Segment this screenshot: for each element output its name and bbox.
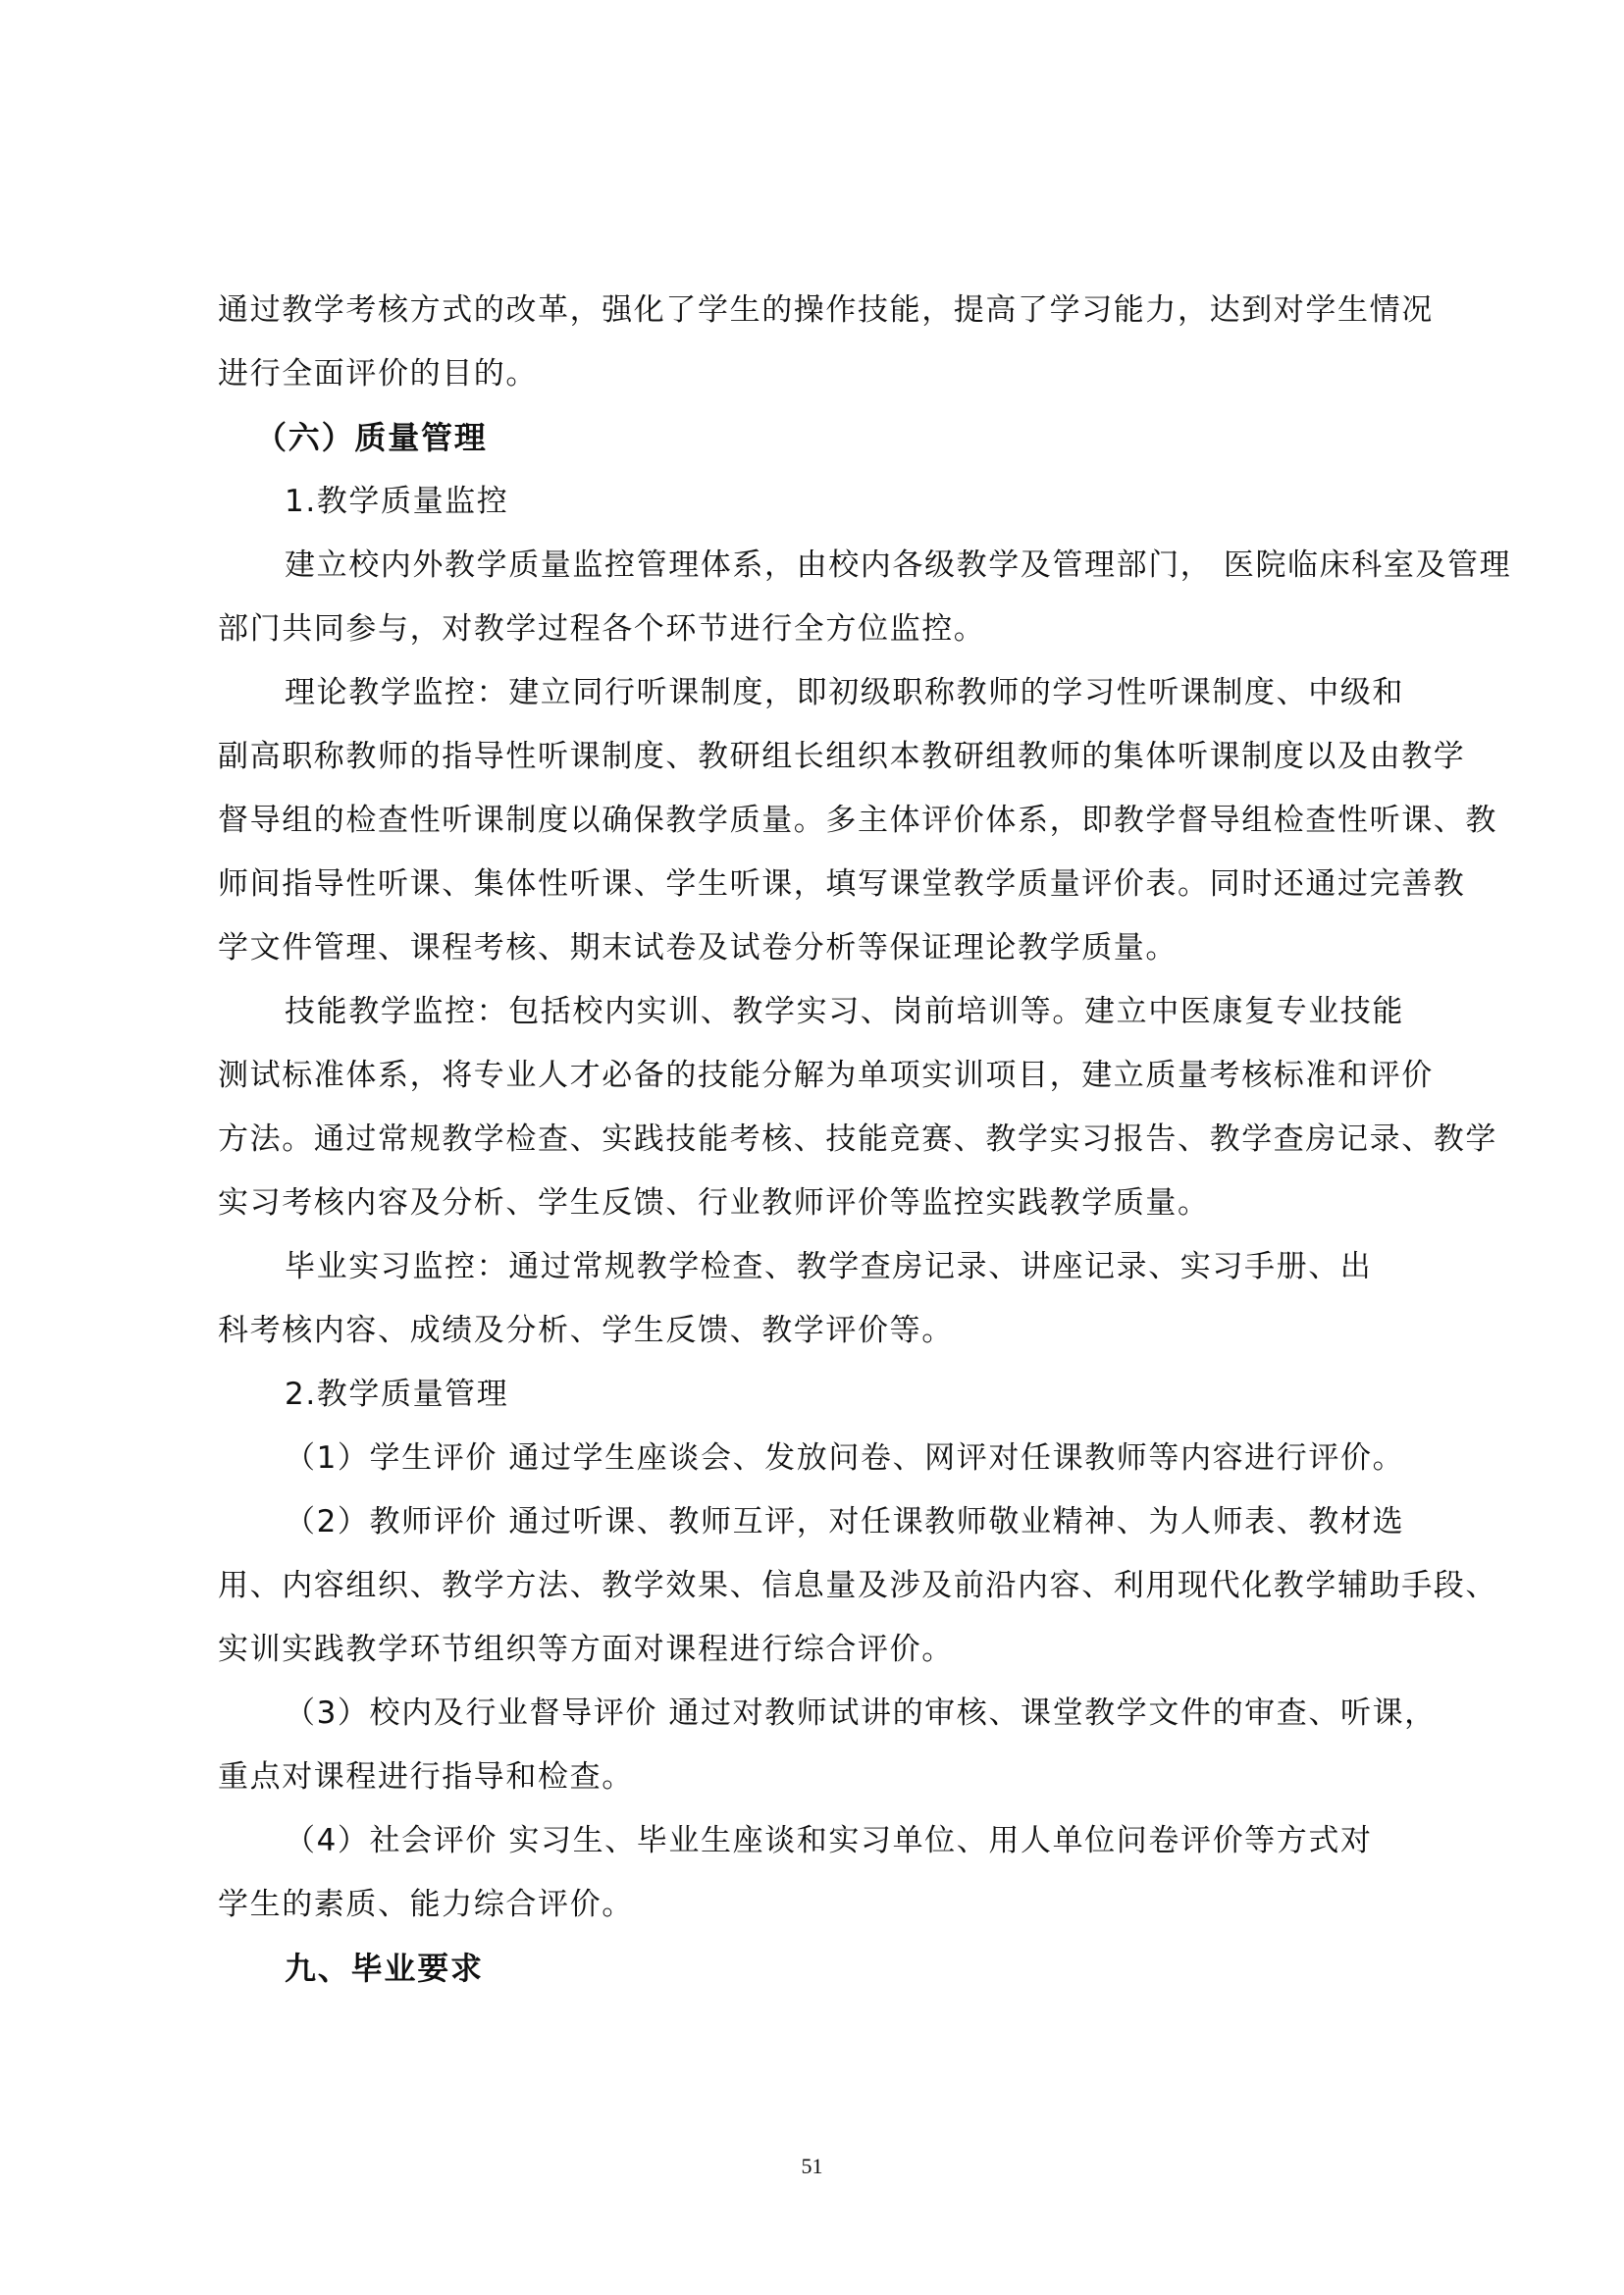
- paragraph-line: 副高职称教师的指导性听课制度、教研组长组织本教研组教师的集体听课制度以及由教学: [218, 739, 1466, 774]
- paragraph-line: 部门共同参与，对教学过程各个环节进行全方位监控。: [218, 611, 986, 647]
- paragraph-line: 重点对课程进行指导和检查。: [218, 1759, 634, 1795]
- paragraph-line: 理论教学监控：建立同行听课制度，即初级职称教师的学习性听课制度、中级和: [285, 675, 1404, 710]
- paragraph-line: 师间指导性听课、集体性听课、学生听课，填写课堂教学质量评价表。同时还通过完善教: [218, 866, 1466, 902]
- subsection-heading: 1.教学质量监控: [285, 484, 509, 519]
- paragraph-line: 实习考核内容及分析、学生反馈、行业教师评价等监控实践教学质量。: [218, 1185, 1210, 1221]
- page-number: 51: [801, 2154, 823, 2178]
- paragraph-line: 用、内容组织、教学方法、教学效果、信息量及涉及前沿内容、利用现代化教学辅助手段、: [218, 1568, 1497, 1603]
- paragraph-line: （4）社会评价 实习生、毕业生座谈和实习单位、用人单位问卷评价等方式对: [285, 1823, 1373, 1858]
- paragraph-line: 科考核内容、成绩及分析、学生反馈、教学评价等。: [218, 1313, 954, 1348]
- paragraph-line: （3）校内及行业督导评价 通过对教师试讲的审核、课堂教学文件的审查、听课，: [285, 1695, 1437, 1731]
- paragraph-line: （2）教师评价 通过听课、教师互评，对任课教师敬业精神、为人师表、教材选: [285, 1504, 1405, 1539]
- paragraph-line: （1）学生评价 通过学生座谈会、发放问卷、网评对任课教师等内容进行评价。: [285, 1440, 1405, 1476]
- paragraph-line: 毕业实习监控：通过常规教学检查、教学查房记录、讲座记录、实习手册、出: [285, 1249, 1373, 1284]
- paragraph-line: 技能教学监控：包括校内实训、教学实习、岗前培训等。建立中医康复专业技能: [285, 994, 1404, 1029]
- section-heading: 九、毕业要求: [285, 1950, 484, 1987]
- paragraph-line: 学文件管理、课程考核、期末试卷及试卷分析等保证理论教学质量。: [218, 930, 1178, 965]
- paragraph-line: 建立校内外教学质量监控管理体系，由校内各级教学及管理部门， 医院临床科室及管理: [285, 548, 1512, 583]
- paragraph-line: 测试标准体系，将专业人才必备的技能分解为单项实训项目，建立质量考核标准和评价: [218, 1058, 1434, 1093]
- paragraph-line: 通过教学考核方式的改革，强化了学生的操作技能，提高了学习能力，达到对学生情况: [218, 292, 1434, 328]
- paragraph-line: 学生的素质、能力综合评价。: [218, 1887, 634, 1922]
- section-heading: （六）质量管理: [255, 419, 488, 456]
- paragraph-line: 督导组的检查性听课制度以确保教学质量。多主体评价体系，即教学督导组检查性听课、教: [218, 803, 1497, 838]
- paragraph-line: 方法。通过常规教学检查、实践技能考核、技能竞赛、教学实习报告、教学查房记录、教学: [218, 1121, 1497, 1157]
- subsection-heading: 2.教学质量管理: [285, 1377, 509, 1412]
- paragraph-line: 实训实践教学环节组织等方面对课程进行综合评价。: [218, 1632, 954, 1667]
- paragraph-line: 进行全面评价的目的。: [218, 356, 538, 391]
